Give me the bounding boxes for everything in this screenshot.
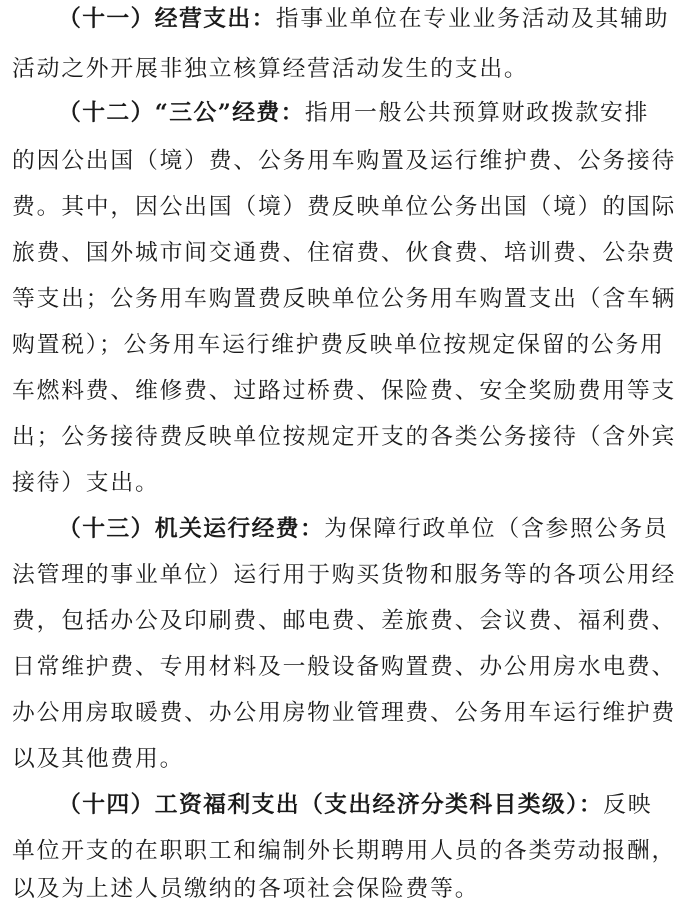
section-12-line: 车燃料费、维修费、过路过桥费、保险费、安全奖励费用等支 bbox=[12, 378, 677, 404]
section-11-line: 活动之外开展非独立核算经营活动发生的支出。 bbox=[12, 56, 529, 82]
section-12-text: 指用一般公共预算财政拨款安排 bbox=[304, 100, 650, 126]
section-12-line: 接待）支出。 bbox=[12, 470, 160, 496]
section-13-line: 办公用房取暖费、办公用房物业管理费、公务用车运行维护费 bbox=[12, 700, 677, 726]
section-13-line: 日常维护费、专用材料及一般设备购置费、办公用房水电费、 bbox=[12, 654, 677, 680]
section-12-line: 费。其中，因公出国（境）费反映单位公务出国（境）的国际 bbox=[12, 194, 677, 220]
section-11-text: 指事业单位在专业业务活动及其辅助 bbox=[275, 6, 670, 32]
section-13-line: 费，包括办公及印刷费、邮电费、差旅费、会议费、福利费、 bbox=[12, 608, 677, 634]
section-12-line: 旅费、国外城市间交通费、住宿费、伙食费、培训费、公杂费 bbox=[12, 240, 677, 266]
section-12-heading: （十二）“三公”经费： bbox=[58, 100, 305, 126]
section-12-line: 等支出；公务用车购置费反映单位公务用车购置支出（含车辆 bbox=[12, 286, 677, 312]
section-14-text: 反映 bbox=[603, 792, 653, 818]
section-13-first-line bbox=[58, 512, 669, 546]
section-12-line: 的因公出国（境）费、公务用车购置及运行维护费、公务接待 bbox=[12, 148, 677, 174]
section-13-heading: （十三）机关运行经费： bbox=[58, 516, 325, 542]
section-14-line: 以及为上述人员缴纳的各项社会保险费等。 bbox=[12, 876, 480, 902]
section-14-line: 单位开支的在职职工和编制外长期聘用人员的各类劳动报酬， bbox=[12, 838, 677, 864]
section-12-line: 出；公务接待费反映单位按规定开支的各类公务接待（含外宾 bbox=[12, 424, 677, 450]
section-14-first-line bbox=[58, 788, 652, 822]
section-14-heading: （十四）工资福利支出（支出经济分类科目类级）： bbox=[58, 792, 604, 818]
section-13-line: 法管理的事业单位）运行用于购买货物和服务等的各项公用经 bbox=[12, 562, 677, 588]
section-12-first-line bbox=[58, 96, 649, 130]
section-11-first-line bbox=[58, 2, 669, 36]
section-13-line: 以及其他费用。 bbox=[12, 746, 185, 772]
section-12-line: 购置税）；公务用车运行维护费反映单位按规定保留的公务用 bbox=[12, 332, 665, 358]
section-13-text: 为保障行政单位（含参照公务员 bbox=[324, 516, 669, 542]
section-11-heading: （十一）经营支出： bbox=[58, 6, 276, 32]
